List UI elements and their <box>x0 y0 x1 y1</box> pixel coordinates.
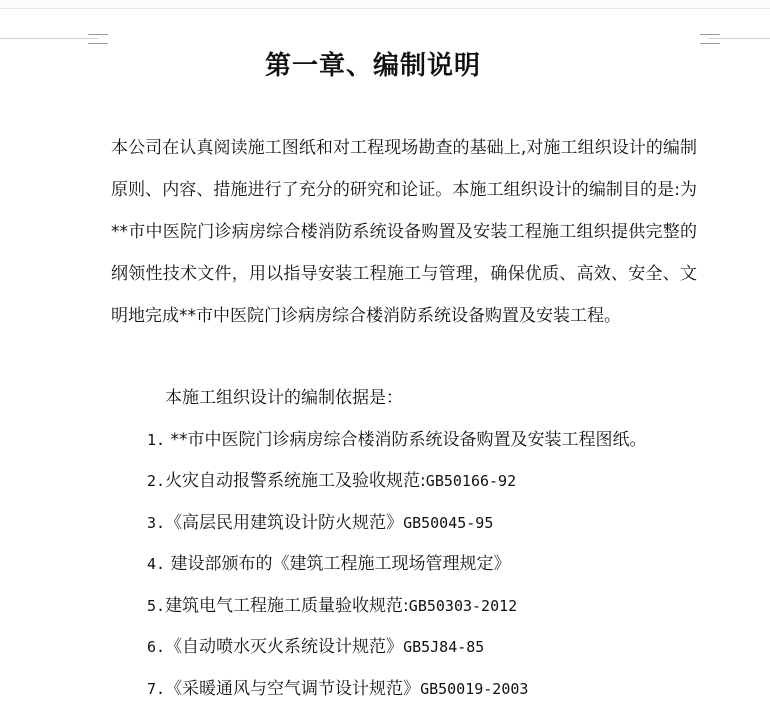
basis-item-2 <box>147 460 516 502</box>
basis-item-code: GB5J84-85 <box>403 638 485 656</box>
basis-item-number: 1. <box>147 431 166 449</box>
crop-mark-left-icon <box>88 34 108 44</box>
document-title: 第一章、编制说明 <box>264 51 481 81</box>
basis-item-number: 2. <box>147 472 166 490</box>
basis-item-number: 6. <box>147 638 166 656</box>
basis-item-text: 建筑电气工程施工质量验收规范: <box>165 596 409 616</box>
basis-item-code: GB50019-2003 <box>420 680 529 698</box>
basis-item-text: 火灾自动报警系统施工及验收规范: <box>165 471 426 491</box>
page-top-edge <box>0 0 770 9</box>
basis-item-7 <box>147 668 528 710</box>
basis-item-text: 《采暖通风与空气调节设计规范》 <box>165 679 421 699</box>
basis-item-code: GB50045-95 <box>403 514 494 532</box>
crop-mark-right-icon <box>700 34 720 44</box>
basis-item-number: 3. <box>147 514 166 532</box>
basis-intro: 本施工组织设计的编制依据是： <box>165 388 403 408</box>
basis-item-3 <box>147 502 493 544</box>
basis-item-text: 《高层民用建筑设计防火规范》 <box>165 513 404 533</box>
basis-item-text: **市中医院门诊病房综合楼消防系统设备购置及安装工程图纸。 <box>170 430 647 450</box>
basis-item-number: 5. <box>147 597 166 615</box>
basis-item-6 <box>147 626 484 668</box>
basis-item-number: 4. <box>147 555 166 573</box>
basis-item-5 <box>147 585 517 627</box>
basis-item-text: 《自动喷水灭火系统设计规范》 <box>165 637 404 657</box>
basis-item-code: GB50166-92 <box>425 472 517 490</box>
basis-item-text: 建设部颁布的《建筑工程施工现场管理规定》 <box>170 554 511 574</box>
basis-item-number: 7. <box>147 680 166 698</box>
basis-item-4 <box>147 543 510 585</box>
basis-item-code: GB50303-2012 <box>408 597 518 615</box>
basis-item-1 <box>147 419 646 461</box>
header-margin-line-left <box>0 38 98 39</box>
intro-paragraph: 本公司在认真阅读施工图纸和对工程现场勘查的基础上,对施工组织设计的编制原则、内容、措施进行了充分的研究和论证。本施工组织设计的编制目的是:为**市中医院门诊病房综合楼消防系统设备购置及安装工程施工组织提供完整的纲领性技术文件，用以指导安装工程施工与管理，确保优质、高效、安全、文明地完成**市中医院门诊病房综合楼消防系统设备购置及安装工程。 <box>111 138 697 326</box>
